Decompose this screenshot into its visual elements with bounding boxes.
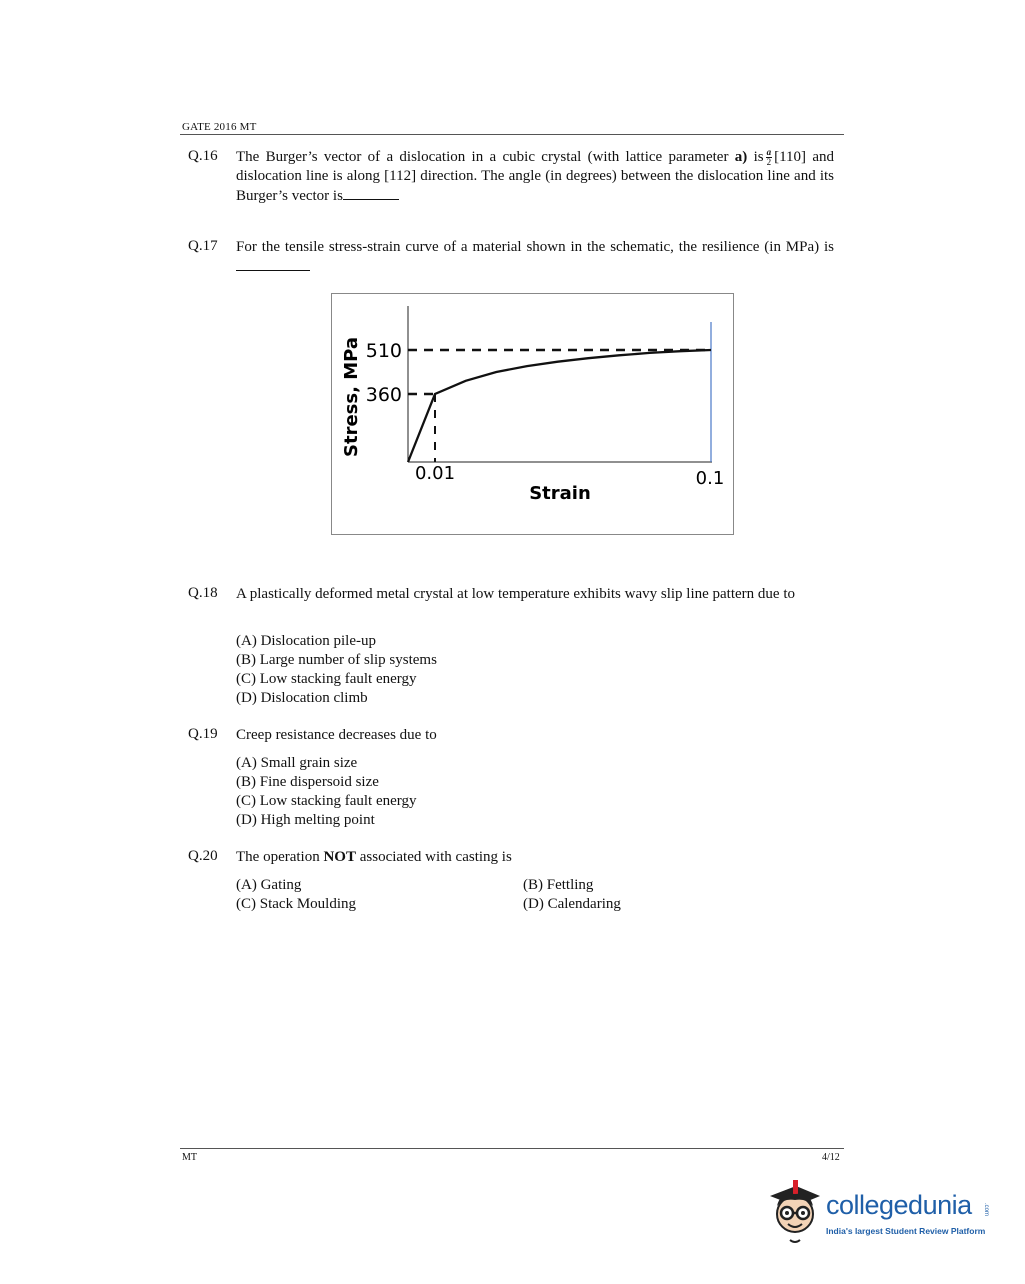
y-axis-label: Stress, MPa (341, 337, 362, 457)
q20-bold: NOT (323, 849, 356, 865)
y-tick-510: 510 (365, 340, 402, 362)
header-rule (180, 134, 844, 135)
q20-option-d: (D) Calendaring (523, 896, 621, 912)
q19-option-b: (B) Fine dispersoid size (236, 774, 379, 790)
q20-option-c: (C) Stack Moulding (236, 896, 356, 912)
q17-number: Q.17 (188, 238, 218, 254)
x-tick-0-01: 0.01 (414, 463, 456, 484)
y-tick-360: 360 (365, 384, 402, 406)
q17-text-wrap (236, 238, 834, 277)
stress-strain-chart (332, 294, 733, 534)
q20-text (236, 848, 834, 867)
q19-text: Creep resistance decreases due to (236, 727, 437, 743)
q19-option-d: (D) High melting point (236, 812, 375, 828)
q16-text-c: and dislocation line is along [112] direction. The angle (in degrees) between the dislocation line and its Burger’s vector is (236, 149, 835, 205)
q19-option-c: (C) Low stacking fault energy (236, 793, 417, 809)
collegedunia-tagline: India's largest Student Review Platform (826, 1226, 986, 1236)
q17-text: For the tensile stress-strain curve of a material shown in the schematic, the resilience (in MPa) is (236, 239, 834, 255)
stress-strain-curve (408, 350, 711, 462)
q18-option-c: (C) Low stacking fault energy (236, 671, 417, 687)
exam-header: GATE 2016 MT (182, 121, 257, 133)
q16-vector: [110] (774, 149, 807, 165)
q18-option-a: (A) Dislocation pile-up (236, 633, 376, 649)
q16-answer-blank (343, 186, 399, 200)
q18-number: Q.18 (188, 585, 218, 601)
q20-text-a: The operation (236, 849, 320, 865)
q18-text: A plastically deformed metal crystal at low temperature exhibits wavy slip line pattern due to (236, 586, 795, 602)
x-axis-label: Strain (529, 483, 591, 504)
footer-paper-code: MT (182, 1152, 197, 1163)
collegedunia-mascot-icon (766, 1176, 824, 1246)
q20-option-b: (B) Fettling (523, 877, 594, 893)
q19-number: Q.19 (188, 726, 218, 742)
q17-answer-blank (236, 257, 310, 271)
q16-text-b: is (753, 149, 764, 165)
q16-fraction (766, 148, 773, 167)
collegedunia-logo-suffix: .com (983, 1203, 989, 1217)
collegedunia-logo: collegedunia (826, 1190, 972, 1220)
stress-strain-figure (331, 293, 734, 535)
q20-option-a: (A) Gating (236, 877, 302, 893)
q20-number: Q.20 (188, 848, 218, 864)
footer-page-number: 4/12 (822, 1152, 840, 1163)
q19-option-a: (A) Small grain size (236, 755, 358, 771)
q16-frac-den: 2 (766, 157, 772, 168)
footer-rule (180, 1148, 844, 1149)
x-tick-0-1: 0.1 (695, 468, 725, 489)
q16-frac-num: a (766, 147, 772, 158)
q16-text-a: The Burger’s vector of a dislocation in a cubic crystal (with lattice parameter (236, 149, 729, 165)
q16-bold: a) (734, 149, 748, 165)
q20-text-b: associated with casting is (359, 849, 512, 865)
q16-text (236, 148, 834, 206)
q18-option-b: (B) Large number of slip systems (236, 652, 437, 668)
q18-option-d: (D) Dislocation climb (236, 690, 368, 706)
q16-number: Q.16 (188, 148, 218, 164)
